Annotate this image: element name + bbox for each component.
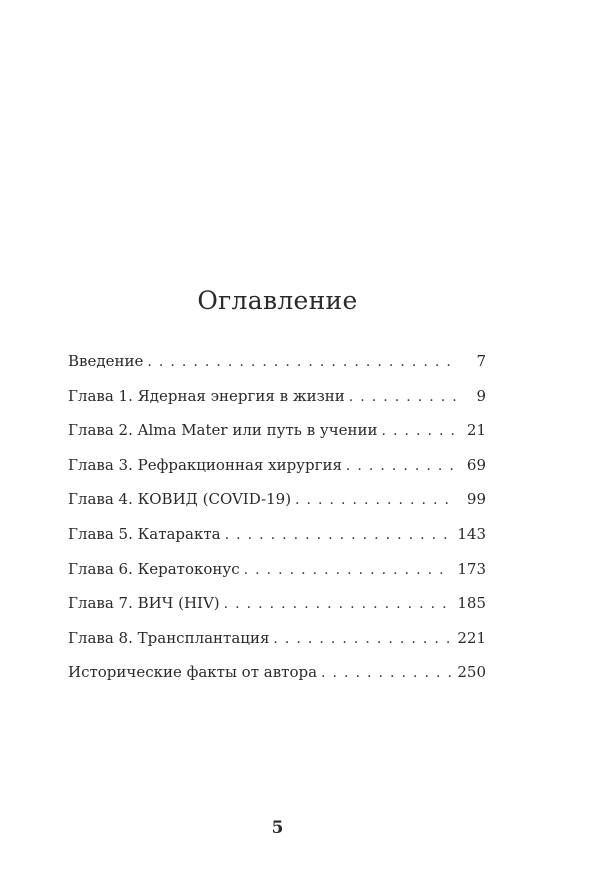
dot-leader xyxy=(224,596,452,612)
toc-entry-page: 143 xyxy=(457,524,486,543)
toc-entry-chapter-5[interactable] xyxy=(68,525,486,560)
toc-entry-page: 185 xyxy=(457,594,486,613)
toc-entry-page: 21 xyxy=(466,421,486,440)
toc-entry-page: 7 xyxy=(476,352,486,370)
page-number: 5 xyxy=(271,818,284,838)
toc-entry-introduction[interactable] xyxy=(68,352,486,387)
dot-leader xyxy=(321,665,451,681)
dot-leader xyxy=(225,527,452,543)
toc-title: Оглавление xyxy=(197,286,358,315)
toc-entry-label: Глава 6. Кератоконус xyxy=(68,559,240,578)
toc-entry-chapter-8[interactable] xyxy=(68,629,486,664)
toc-entry-chapter-1[interactable] xyxy=(68,387,486,422)
dot-leader xyxy=(244,562,452,578)
toc-entry-page: 221 xyxy=(457,628,486,647)
toc-entry-page: 99 xyxy=(466,490,486,509)
toc-entry-page: 69 xyxy=(466,455,486,474)
toc-entry-page: 250 xyxy=(457,663,486,682)
toc-list xyxy=(68,352,486,698)
toc-entry-chapter-3[interactable] xyxy=(68,456,486,491)
toc-entry-chapter-6[interactable] xyxy=(68,560,486,595)
toc-entry-label: Глава 3. Рефракционная хирургия xyxy=(68,455,342,474)
toc-entry-label: Глава 8. Трансплантация xyxy=(68,628,270,647)
dot-leader xyxy=(295,492,456,508)
toc-entry-label: Введение xyxy=(68,352,144,370)
dot-leader xyxy=(382,423,456,439)
toc-entry-label: Глава 1. Ядерная энергия в жизни xyxy=(68,386,345,405)
toc-entry-label: Глава 4. КОВИД (COVID-19) xyxy=(68,490,292,509)
dot-leader xyxy=(147,354,456,370)
toc-entry-chapter-2[interactable] xyxy=(68,421,486,456)
toc-entry-label: Глава 7. ВИЧ (HIV) xyxy=(68,594,220,613)
toc-entry-label: Глава 2. Alma Mater или путь в учении xyxy=(68,421,378,440)
toc-entry-historical-facts[interactable] xyxy=(68,663,486,698)
toc-entry-page: 9 xyxy=(476,386,486,405)
dot-leader xyxy=(346,458,456,474)
toc-entry-chapter-7[interactable] xyxy=(68,594,486,629)
toc-entry-page: 173 xyxy=(457,559,486,578)
dot-leader xyxy=(349,389,456,405)
toc-entry-label: Исторические факты от автора xyxy=(68,663,318,682)
toc-entry-label: Глава 5. Катаракта xyxy=(68,524,221,543)
toc-entry-chapter-4[interactable] xyxy=(68,490,486,525)
dot-leader xyxy=(273,631,451,647)
